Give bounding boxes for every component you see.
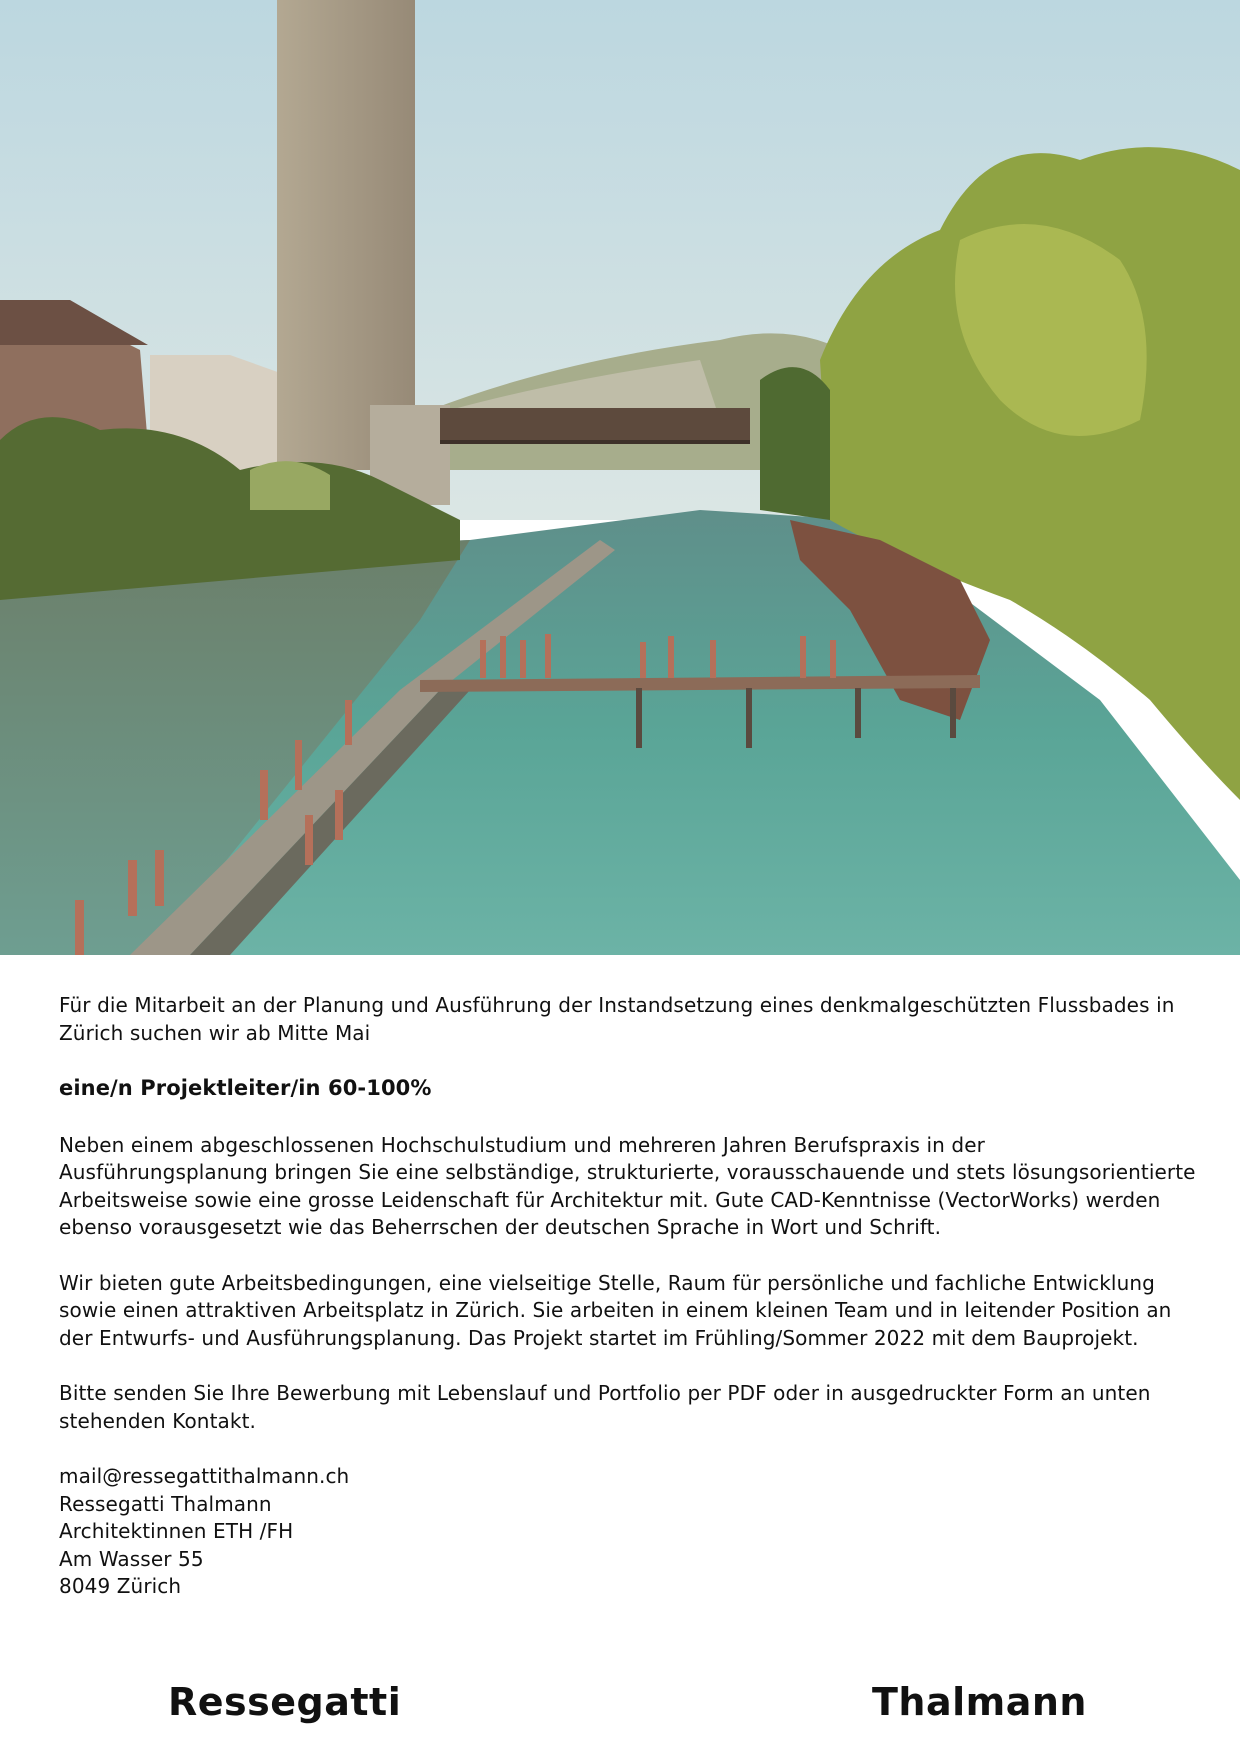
application-paragraph: Bitte senden Sie Ihre Bewerbung mit Lebenslauf und Portfolio per PDF oder in ausgedruckter Form an unten stehenden Kontakt.	[59, 1381, 1151, 1433]
position-heading: eine/n Projektleiter/in 60-100%	[59, 1076, 432, 1100]
contact-title: Architektinnen ETH /FH	[59, 1519, 294, 1543]
contact-name: Ressegatti Thalmann	[59, 1491, 272, 1516]
requirements-paragraph: Neben einem abgeschlossenen Hochschulstudium und mehreren Jahren Berufspraxis in der Ausführungsplanung bringen Sie eine selbständige, strukturierte, vorausschauende und stets lösungsorientierte Arbeitsweise sowie eine grosse Leidenschaft für Architektur mit. Gute CAD-Kenntnisse (VectorWorks) werden ebenso vorausgesetzt wie das Beherrschen der deutschen Sprache in Wort und Schrift.	[59, 1132, 1196, 1239]
job-posting-text	[59, 992, 1199, 1601]
contact-street: Am Wasser 55	[59, 1546, 204, 1571]
contact-block	[59, 1463, 1199, 1601]
intro-paragraph: Für die Mitarbeit an der Planung und Ausführung der Instandsetzung eines denkmalgeschützten Flussbades in Zürich suchen wir ab Mitte Mai	[59, 993, 1175, 1045]
tower	[277, 0, 415, 470]
logo-thalmann: Thalmann	[872, 1680, 1087, 1724]
contact-email[interactable]: mail@ressegattithalmann.ch	[59, 1464, 350, 1488]
offer-paragraph: Wir bieten gute Arbeitsbedingungen, eine vielseitige Stelle, Raum für persönliche und fachliche Entwicklung sowie einen attraktiven Arbeitsplatz in Zürich. Sie arbeiten in einem kleinen Team und in leitender Position an der Entwurfs- und Ausführungsplanung. Das Projekt startet im Frühling/Sommer 2022 mit dem Bauprojekt.	[59, 1270, 1172, 1350]
contact-city: 8049 Zürich	[59, 1574, 182, 1598]
rail-bridge	[440, 408, 750, 442]
logo-ressegatti: Ressegatti	[168, 1680, 402, 1724]
